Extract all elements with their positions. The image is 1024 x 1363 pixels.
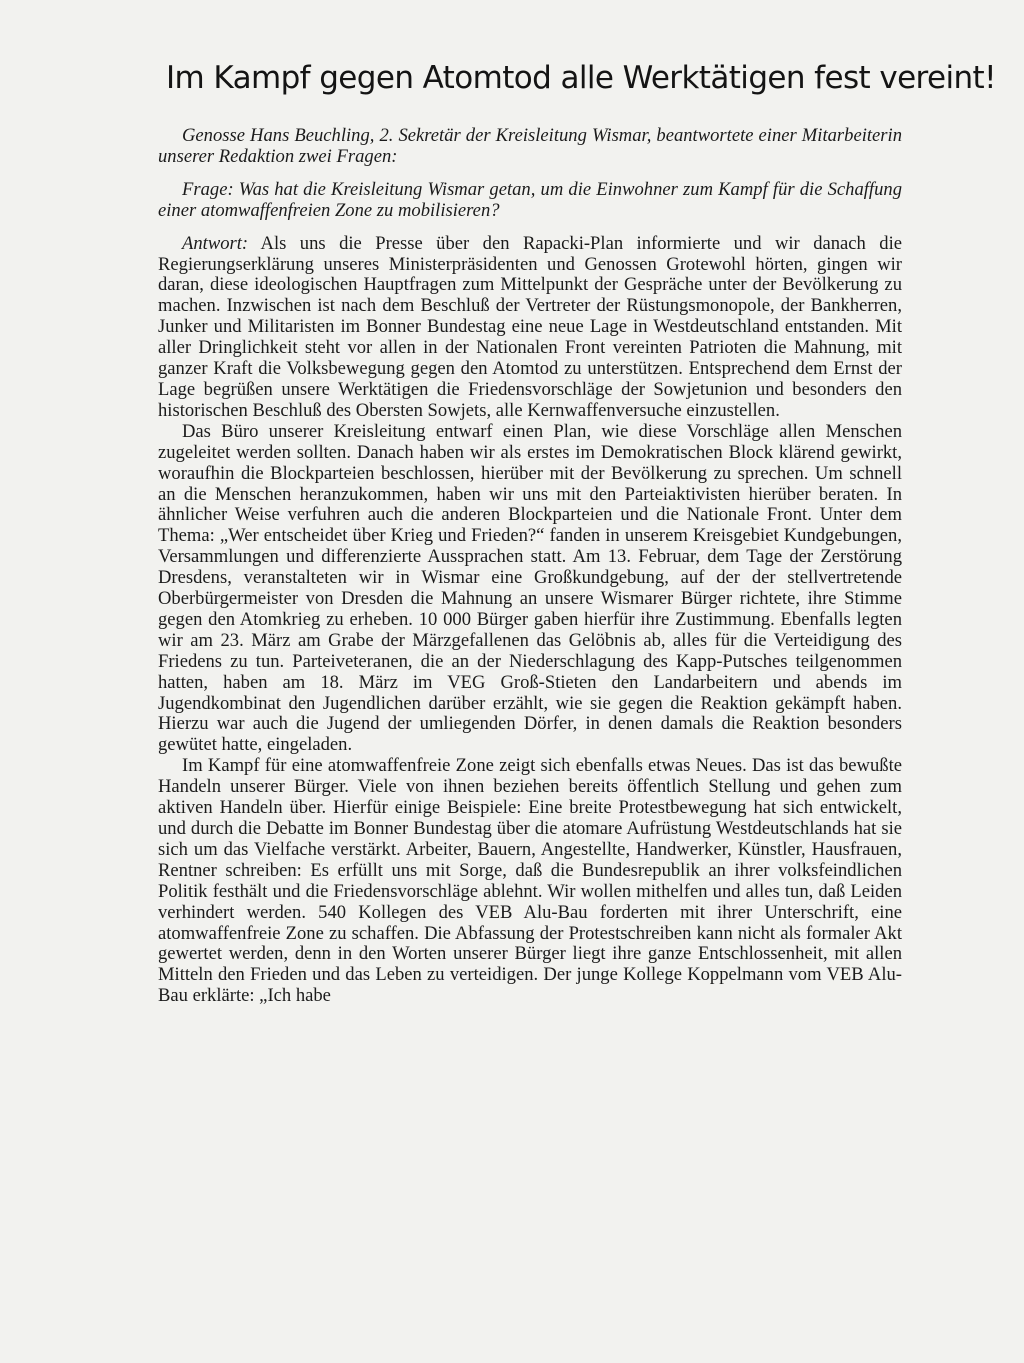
answer-paragraph-1 (158, 234, 902, 422)
answer-paragraph-3: Im Kampf für eine atomwaffenfreie Zone zeigt sich ebenfalls etwas Neues. Das ist das bewußte Handeln unserer Bürger. Viele von ihnen beziehen bereits öffentlich Stellung und gehen zum aktiven Handeln über. Hierfür einige Beispiele: Eine breite Protestbewegung hat sich entwickelt, und durch die Debatte im Bonner Bundestag über die atomare Aufrüstung Westdeutschlands hat sie sich um das Vielfache verstärkt. Arbeiter, Bauern, Angestellte, Handwerker, Künstler, Hausfrauen, Rentner schreiben: Es erfüllt uns mit Sorge, daß die Bundesrepublik an ihrer volksfeindlichen Politik festhält und die Friedensvorschläge ablehnt. Wir wollen mithelfen und alles tun, daß Leiden verhindert werden. 540 Kollegen des VEB Alu-Bau forderten mit ihrer Unterschrift, eine atomwaffenfreie Zone zu schaffen. Die Abfassung der Protestschreiben kann nicht als formaler Akt gewertet werden, denn in den Worten unserer Bürger liegt ihre ganze Entschlossenheit, mit allen Mitteln den Frieden und das Leben zu verteidigen. Der junge Kollege Koppelmann vom VEB Alu-Bau erklärte: „Ich habe (158, 755, 902, 1007)
answer-paragraph-2: Das Büro unserer Kreisleitung entwarf einen Plan, wie diese Vorschläge allen Menschen zugeleitet werden sollten. Danach haben wir als erstes im Demokratischen Block klärend gewirkt, woraufhin die Blockparteien beschlossen, hierüber mit der Bevölkerung zu sprechen. Um schnell an die Menschen heranzukommen, haben wir uns mit den Parteiaktivisten hierüber beraten. In ähnlicher Weise verfuhren auch die anderen Blockparteien und die Nationale Front. Unter dem Thema: „Wer entscheidet über Krieg und Frieden?“ fanden in unserem Kreisgebiet Kundgebungen, Versammlungen und differenzierte Aussprachen statt. Am 13. Februar, dem Tage der Zerstörung Dresdens, veranstalteten wir in Wismar eine Großkundgebung, auf der der stellvertretende Oberbürgermeister von Dresden die Mahnung an unsere Wismarer Bürger richtete, ihre Stimme gegen den Atomkrieg zu erheben. 10 000 Bürger gaben hierfür ihre Zustimmung. Ebenfalls legten wir am 23. März am Grabe der Märzgefallenen das Gelöbnis ab, alles für die Verteidigung des Friedens zu tun. Parteiveteranen, die an der Niederschlagung des Kapp-Putsches teilgenommen hatten, haben am 18. März im VEG Groß-Stieten den Landarbeitern und abends im Jugendkombinat den Jugendlichen darüber erzählt, wie sie gegen die Reaktion gekämpft haben. Hierzu war auch die Jugend der umliegenden Dörfer, in denen damals die Reaktion besonders gewütet hatte, eingeladen. (158, 420, 902, 756)
article (158, 52, 996, 1007)
article-intro: Genosse Hans Beuchling, 2. Sekretär der Kreisleitung Wismar, beantwortete einer Mitarbeiterin unserer Redaktion zwei Fragen: (158, 125, 902, 167)
answer-label: Antwort: (182, 232, 249, 254)
answer-text-1: Als uns die Presse über den Rapacki-Plan informierte und wir danach die Regierungserklärung unseres Ministerpräsidenten und Genossen Grotewohl hörten, gingen wir daran, diese ideologischen Hauptfragen zum Mittelpunkt der Gespräche unter der Bevölkerung zu machen. Inzwischen ist nach dem Beschluß der Vertreter der Rüstungsmonopole, der Bankherren, Junker und Militaristen im Bonner Bundestag eine neue Lage in Westdeutschland entstanden. Mit aller Dringlichkeit steht vor allen in der Nationalen Front vereinten Patrioten die Mahnung, mit ganzer Kraft die Volksbewegung gegen den Atomtod zu unterstützen. Entsprechend dem Ernst der Lage begrüßen unsere Werktätigen die Friedensvorschläge der Sowjetunion und besonders den historischen Beschluß des Obersten Sowjets, alle Kernwaffenversuche einzustellen. (158, 232, 902, 421)
article-headline: Im Kampf gegen Atomtod alle Werktätigen fest vereint! (166, 60, 996, 96)
interview-question: Frage: Was hat die Kreisleitung Wismar getan, um die Einwohner zum Kampf für die Schaffung einer atomwaffenfreien Zone zu mobilisieren? (158, 178, 902, 221)
